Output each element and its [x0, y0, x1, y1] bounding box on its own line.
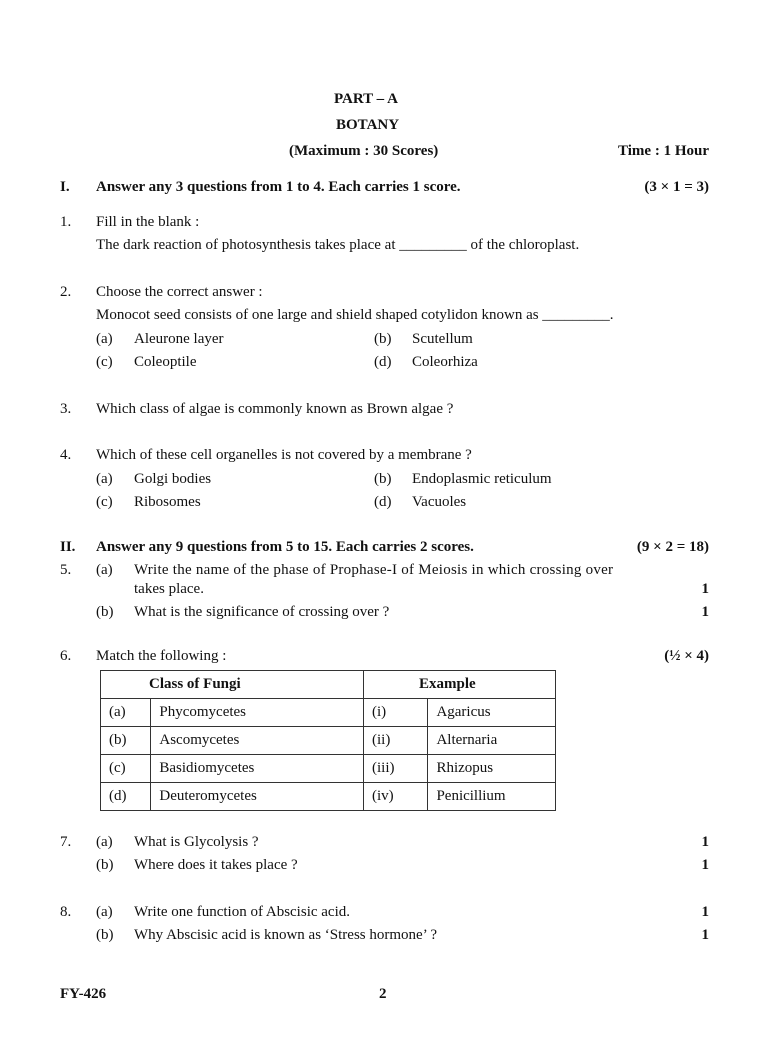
- sub-question-text: What is Glycolysis ?: [134, 834, 259, 850]
- option-text: Vacuoles: [412, 494, 467, 510]
- table-header-row: [101, 671, 556, 699]
- sub-question-label: (b): [96, 604, 114, 620]
- max-scores: (Maximum : 30 Scores): [289, 143, 439, 159]
- fungi-example: Agaricus: [428, 699, 556, 727]
- question-number: 4.: [60, 447, 72, 463]
- option-label: (a): [96, 471, 113, 487]
- question-text: Match the following :: [96, 648, 227, 664]
- score-value: 1: [701, 904, 709, 920]
- score-value: 1: [701, 834, 709, 850]
- score-value: 1: [701, 927, 709, 943]
- table-row: [101, 755, 556, 783]
- section-roman: II.: [60, 539, 76, 555]
- time-allowed: Time : 1 Hour: [618, 143, 709, 159]
- option-label: (a): [96, 331, 113, 347]
- section-marks: (9 × 2 = 18): [636, 539, 709, 555]
- section-instruction: Answer any 9 questions from 5 to 15. Each carries 2 scores.: [96, 539, 474, 555]
- row-label: (b): [101, 727, 151, 755]
- option-text: Coleoptile: [134, 354, 197, 370]
- fungi-class: Phycomycetes: [151, 699, 364, 727]
- section-roman: I.: [60, 179, 70, 195]
- fungi-class: Ascomycetes: [151, 727, 364, 755]
- option-text: Aleurone layer: [134, 331, 224, 347]
- question-number: 1.: [60, 214, 72, 230]
- subject-heading: BOTANY: [336, 117, 400, 133]
- row-label: (ii): [364, 727, 428, 755]
- option-label: (b): [374, 471, 392, 487]
- option-label: (d): [374, 494, 392, 510]
- section-marks: (3 × 1 = 3): [644, 179, 709, 195]
- question-text: Monocot seed consists of one large and shield shaped cotylidon known as _________.: [96, 307, 614, 323]
- question-number: 6.: [60, 648, 72, 664]
- question-number: 7.: [60, 834, 72, 850]
- row-label: (i): [364, 699, 428, 727]
- match-table: [100, 670, 556, 811]
- fungi-class: Basidiomycetes: [151, 755, 364, 783]
- option-label: (d): [374, 354, 392, 370]
- option-text: Golgi bodies: [134, 471, 212, 487]
- question-text: The dark reaction of photosynthesis takes place at _________ of the chloroplast.: [96, 237, 580, 253]
- paper-code: FY-426: [60, 986, 107, 1002]
- question-text: Which of these cell organelles is not covered by a membrane ?: [96, 447, 472, 463]
- row-label: (c): [101, 755, 151, 783]
- fungi-example: Alternaria: [428, 727, 556, 755]
- page-number: 2: [379, 986, 387, 1002]
- sub-question-label: (a): [96, 562, 113, 578]
- sub-question-label: (a): [96, 904, 113, 920]
- sub-question-text: What is the significance of crossing over ?: [134, 604, 390, 620]
- sub-question-text: Why Abscisic acid is known as ‘Stress hormone’ ?: [134, 927, 437, 943]
- sub-question-label: (b): [96, 857, 114, 873]
- question-number: 3.: [60, 401, 72, 417]
- column-header-class: Class of Fungi: [101, 671, 364, 699]
- fungi-example: Rhizopus: [428, 755, 556, 783]
- sub-question-text: Where does it takes place ?: [134, 857, 298, 873]
- table-row: [101, 699, 556, 727]
- score-value: 1: [701, 581, 709, 597]
- question-number: 8.: [60, 904, 72, 920]
- fungi-class: Deuteromycetes: [151, 783, 364, 811]
- option-text: Ribosomes: [134, 494, 201, 510]
- option-label: (b): [374, 331, 392, 347]
- column-header-example: Example: [364, 671, 556, 699]
- table-row: [101, 783, 556, 811]
- option-label: (c): [96, 354, 113, 370]
- fungi-example: Penicillium: [428, 783, 556, 811]
- question-number: 2.: [60, 284, 72, 300]
- question-marks: (½ × 4): [664, 648, 709, 664]
- sub-question-label: (a): [96, 834, 113, 850]
- score-value: 1: [701, 604, 709, 620]
- question-number: 5.: [60, 562, 72, 578]
- option-text: Scutellum: [412, 331, 473, 347]
- row-label: (iii): [364, 755, 428, 783]
- sub-question-label: (b): [96, 927, 114, 943]
- score-value: 1: [701, 857, 709, 873]
- row-label: (iv): [364, 783, 428, 811]
- row-label: (a): [101, 699, 151, 727]
- question-prompt: Choose the correct answer :: [96, 284, 263, 300]
- part-heading: PART – A: [334, 91, 398, 107]
- table-row: [101, 727, 556, 755]
- section-instruction: Answer any 3 questions from 1 to 4. Each carries 1 score.: [96, 179, 461, 195]
- option-label: (c): [96, 494, 113, 510]
- row-label: (d): [101, 783, 151, 811]
- sub-question-text: Write one function of Abscisic acid.: [134, 904, 350, 920]
- option-text: Endoplasmic reticulum: [412, 471, 552, 487]
- sub-question-text-continued: takes place.: [134, 581, 204, 597]
- question-text: Which class of algae is commonly known as Brown algae ?: [96, 401, 454, 417]
- option-text: Coleorhiza: [412, 354, 478, 370]
- question-prompt: Fill in the blank :: [96, 214, 200, 230]
- sub-question-text: Write the name of the phase of Prophase-I of Meiosis in which crossing over: [134, 562, 614, 578]
